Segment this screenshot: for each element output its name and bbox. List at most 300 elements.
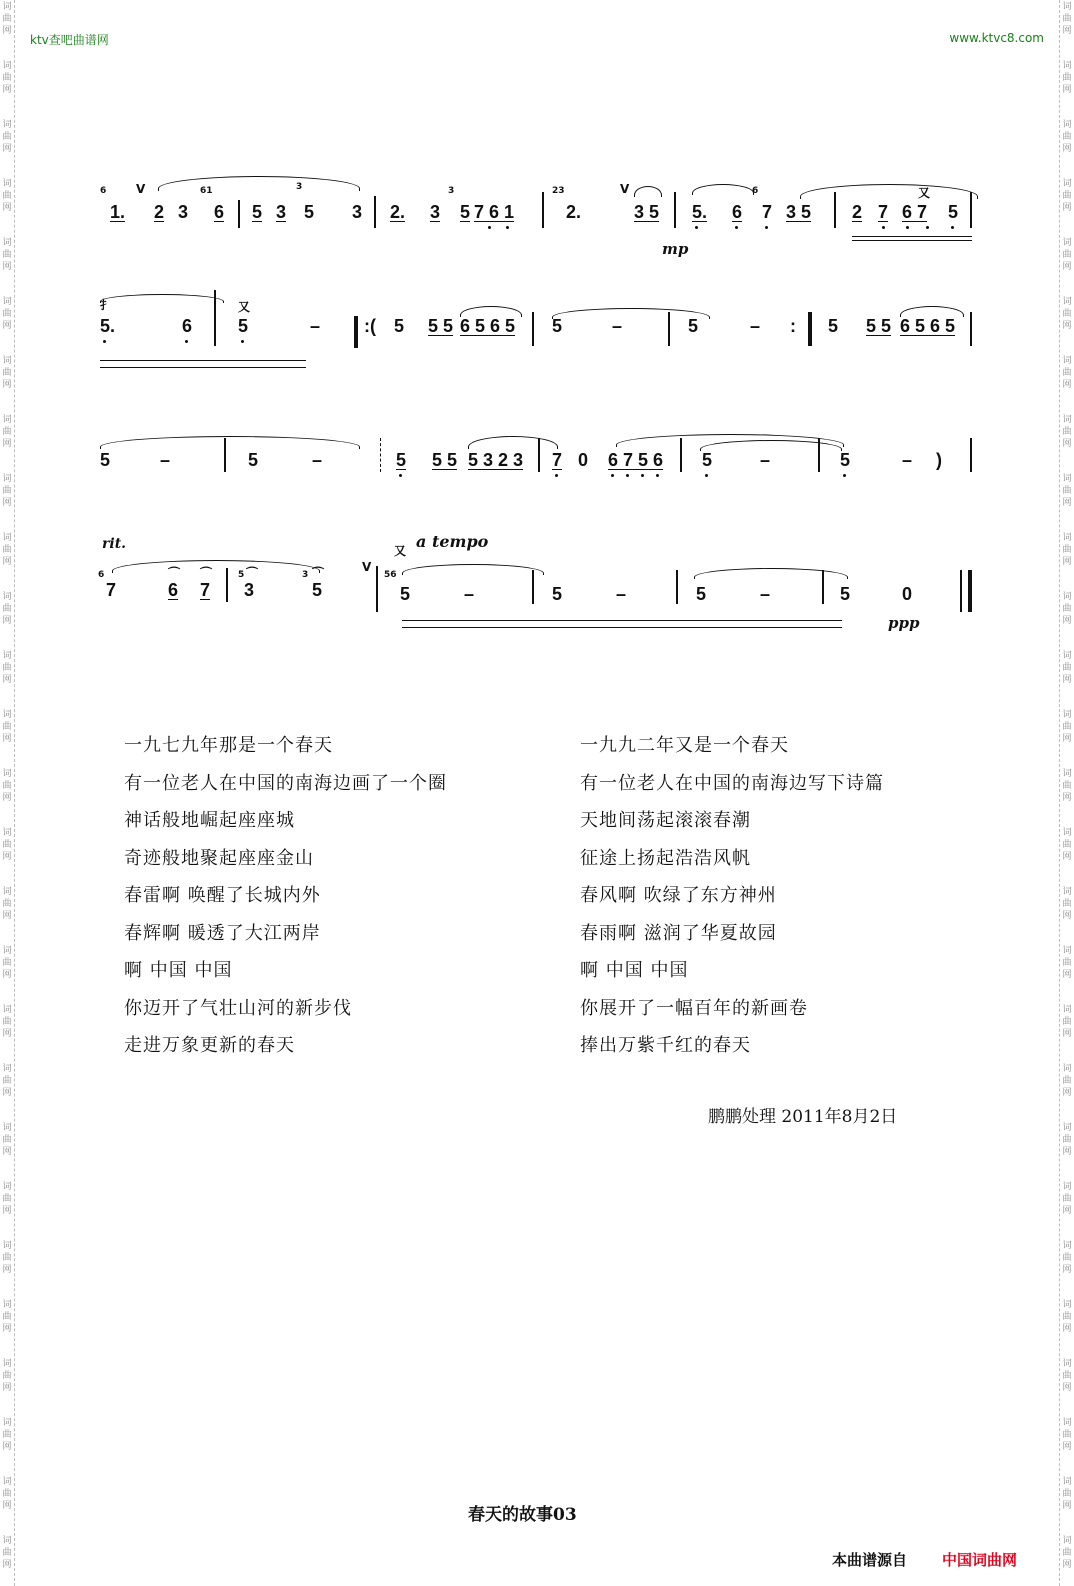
watermark-char: 曲 bbox=[1062, 1489, 1072, 1499]
watermark-char: 词 bbox=[2, 1005, 12, 1015]
note: – bbox=[464, 584, 475, 604]
watermark-char: 曲 bbox=[1062, 1017, 1072, 1027]
octave-dot bbox=[399, 474, 402, 477]
watermark-char: 词 bbox=[1062, 1241, 1072, 1251]
watermark-char: 曲 bbox=[2, 250, 12, 260]
watermark-char: 网 bbox=[2, 1442, 12, 1452]
lyric-line: 天地间荡起滚滚春潮 bbox=[580, 810, 751, 831]
watermark-char: 曲 bbox=[2, 1135, 12, 1145]
fermata-icon: ⌒ bbox=[200, 566, 213, 580]
slur bbox=[100, 294, 224, 303]
watermark-char: 曲 bbox=[2, 1017, 12, 1027]
watermark-char: 网 bbox=[2, 793, 12, 803]
watermark-char: 曲 bbox=[1062, 309, 1072, 319]
grace-note: 61 bbox=[200, 186, 213, 196]
repeat-bar bbox=[808, 312, 812, 346]
repeat-end: : bbox=[790, 316, 796, 336]
watermark-char: 词 bbox=[1062, 887, 1072, 897]
grace-note: 6 bbox=[752, 186, 759, 196]
watermark-char: 曲 bbox=[1062, 368, 1072, 378]
note: 5 5 bbox=[432, 450, 458, 470]
watermark-char: 词 bbox=[2, 238, 12, 248]
watermark-char: 曲 bbox=[2, 1194, 12, 1204]
note: 6 5 6 5 bbox=[460, 316, 516, 336]
watermark-char: 词 bbox=[2, 1359, 12, 1369]
lyric-line: 有一位老人在中国的南海边写下诗篇 bbox=[580, 772, 884, 794]
watermark-char: 曲 bbox=[1062, 1548, 1072, 1558]
watermark-char: 曲 bbox=[2, 722, 12, 732]
bar-line bbox=[970, 438, 972, 472]
note: 3 5 bbox=[786, 202, 812, 222]
watermark-char: 曲 bbox=[1062, 191, 1072, 201]
watermark-char: 曲 bbox=[2, 1430, 12, 1440]
note: 5 bbox=[312, 580, 323, 600]
note: 0 bbox=[902, 584, 913, 604]
grace-note: 3 bbox=[448, 186, 455, 196]
watermark-char: 网 bbox=[1062, 380, 1072, 390]
octave-dot bbox=[656, 474, 659, 477]
watermark-char: 网 bbox=[1062, 26, 1072, 36]
lyric-line: 你展开了一幅百年的新画卷 bbox=[580, 997, 808, 1019]
watermark-char: 词 bbox=[2, 828, 12, 838]
lyric-line: 奇迹般地聚起座座金山 bbox=[124, 847, 314, 869]
decrescendo bbox=[100, 360, 306, 368]
watermark-char: 词 bbox=[1062, 946, 1072, 956]
bar-line bbox=[532, 570, 534, 604]
watermark-char: 词 bbox=[2, 120, 12, 130]
repeat-start: :( bbox=[364, 316, 376, 336]
decrescendo bbox=[402, 620, 842, 628]
arranger-credit: 鹏鹏处理 2011年8月2日 bbox=[708, 1107, 898, 1127]
watermark-char: 网 bbox=[2, 911, 12, 921]
watermark-char: 网 bbox=[1062, 1501, 1072, 1511]
note: 2 bbox=[852, 202, 863, 222]
watermark-char: 网 bbox=[1062, 557, 1072, 567]
note: 3 bbox=[178, 202, 189, 222]
watermark-char: 曲 bbox=[2, 368, 12, 378]
bar-line bbox=[538, 438, 540, 472]
watermark-char: 网 bbox=[1062, 1324, 1072, 1334]
note: – bbox=[310, 316, 321, 336]
note: 7 bbox=[200, 580, 211, 600]
note: 5 bbox=[100, 450, 111, 470]
header-site-url[interactable]: www.ktvc8.com bbox=[949, 31, 1044, 45]
breath-mark: V bbox=[362, 560, 372, 574]
watermark-char: 网 bbox=[1062, 1560, 1072, 1570]
watermark-char: 网 bbox=[1062, 911, 1072, 921]
watermark-char: 网 bbox=[2, 1206, 12, 1216]
watermark-char: 词 bbox=[1062, 474, 1072, 484]
breath-mark: V bbox=[136, 182, 146, 196]
lyrics-verse-2 bbox=[580, 727, 1000, 1065]
grace-note: 6 bbox=[100, 186, 107, 196]
note: – bbox=[160, 450, 171, 470]
footer-brand-link[interactable]: 中国词曲网 bbox=[942, 1551, 1018, 1569]
watermark-char: 词 bbox=[1062, 592, 1072, 602]
watermark-char: 网 bbox=[2, 1265, 12, 1275]
watermark-char: 网 bbox=[2, 852, 12, 862]
bar-line bbox=[542, 192, 544, 228]
note: – bbox=[312, 450, 323, 470]
watermark-char: 网 bbox=[2, 1383, 12, 1393]
watermark-char: 曲 bbox=[2, 191, 12, 201]
octave-dot bbox=[705, 474, 708, 477]
note: – bbox=[612, 316, 623, 336]
watermark-char: 曲 bbox=[1062, 781, 1072, 791]
watermark-char: 曲 bbox=[2, 1489, 12, 1499]
footer-source-label: 本曲谱源自 bbox=[832, 1551, 908, 1569]
watermark-char: 词 bbox=[2, 533, 12, 543]
fermata-icon: ⌒ bbox=[168, 566, 181, 580]
lyric-line: 春风啊 吹绿了东方神州 bbox=[580, 885, 777, 906]
octave-dot bbox=[951, 226, 954, 229]
octave-dot bbox=[488, 226, 491, 229]
watermark-char: 曲 bbox=[1062, 73, 1072, 83]
watermark-char: 词 bbox=[2, 946, 12, 956]
note: 5 bbox=[396, 450, 407, 470]
watermark-char: 曲 bbox=[1062, 958, 1072, 968]
watermark-char: 词 bbox=[2, 710, 12, 720]
note: 1. bbox=[110, 202, 126, 222]
watermark-char: 词 bbox=[2, 297, 12, 307]
watermark-char: 词 bbox=[1062, 1536, 1072, 1546]
watermark-char: 网 bbox=[2, 734, 12, 744]
note: 7 bbox=[878, 202, 889, 222]
note: 5 bbox=[252, 202, 263, 222]
note: 2. bbox=[390, 202, 406, 222]
lyrics-verse-1 bbox=[124, 727, 544, 1065]
right-watermark-strip bbox=[1059, 0, 1074, 1586]
watermark-char: 网 bbox=[2, 380, 12, 390]
octave-dot bbox=[103, 340, 106, 343]
note: 5 bbox=[688, 316, 699, 336]
watermark-char: 网 bbox=[2, 970, 12, 980]
bar-line bbox=[676, 570, 678, 604]
watermark-char: 网 bbox=[1062, 970, 1072, 980]
note: 3 bbox=[352, 202, 363, 222]
final-bar-thick bbox=[968, 570, 972, 612]
slur bbox=[552, 308, 710, 319]
lyric-line: 神话般地崛起座座城 bbox=[124, 810, 295, 831]
watermark-char: 词 bbox=[1062, 1477, 1072, 1487]
watermark-char: 词 bbox=[2, 1241, 12, 1251]
note: 2 bbox=[154, 202, 165, 222]
octave-dot bbox=[765, 226, 768, 229]
lyric-line: 春雷啊 唤醒了长城内外 bbox=[124, 885, 321, 906]
watermark-char: 网 bbox=[2, 557, 12, 567]
watermark-char: 词 bbox=[1062, 415, 1072, 425]
watermark-char: 曲 bbox=[2, 427, 12, 437]
watermark-char: 曲 bbox=[2, 309, 12, 319]
octave-dot bbox=[641, 474, 644, 477]
breath-mark: V bbox=[620, 182, 630, 196]
watermark-char: 曲 bbox=[1062, 1076, 1072, 1086]
bar-line bbox=[834, 192, 836, 228]
watermark-char: 词 bbox=[2, 651, 12, 661]
lyric-line: 征途上扬起浩浩风帆 bbox=[580, 847, 751, 869]
slur bbox=[694, 568, 848, 579]
lyric-line: 捧出万紫千红的春天 bbox=[580, 1035, 751, 1056]
watermark-char: 曲 bbox=[1062, 427, 1072, 437]
note: 5 bbox=[552, 316, 563, 336]
note: 6 7 5 6 bbox=[608, 450, 664, 470]
watermark-char: 网 bbox=[1062, 439, 1072, 449]
watermark-char: 网 bbox=[2, 1560, 12, 1570]
note: 3 bbox=[276, 202, 287, 222]
watermark-char: 词 bbox=[1062, 179, 1072, 189]
bar-line bbox=[668, 312, 670, 346]
watermark-char: 网 bbox=[2, 203, 12, 213]
watermark-char: 网 bbox=[2, 1501, 12, 1511]
score-row-3 bbox=[96, 430, 986, 508]
note: 5 bbox=[248, 450, 259, 470]
watermark-char: 曲 bbox=[1062, 250, 1072, 260]
watermark-char: 曲 bbox=[1062, 1253, 1072, 1263]
watermark-char: 曲 bbox=[1062, 1194, 1072, 1204]
watermark-char: 词 bbox=[2, 887, 12, 897]
watermark-char: 词 bbox=[1062, 356, 1072, 366]
lyric-line: 有一位老人在中国的南海边画了一个圈 bbox=[124, 772, 447, 794]
watermark-char: 词 bbox=[2, 1477, 12, 1487]
note: 3 5 bbox=[634, 202, 660, 222]
watermark-char: 曲 bbox=[2, 132, 12, 142]
note: 6 5 6 5 bbox=[900, 316, 956, 336]
slur bbox=[800, 184, 978, 199]
bar-line bbox=[680, 438, 682, 472]
watermark-char: 词 bbox=[1062, 120, 1072, 130]
note: 7 bbox=[106, 580, 117, 600]
note: 3 bbox=[244, 580, 255, 600]
note: 7 bbox=[762, 202, 773, 222]
watermark-char: 网 bbox=[1062, 1147, 1072, 1157]
note: 5 bbox=[948, 202, 959, 222]
watermark-char: 词 bbox=[1062, 1005, 1072, 1015]
note: 2. bbox=[566, 202, 582, 222]
watermark-char: 词 bbox=[1062, 651, 1072, 661]
repeat-bar bbox=[354, 316, 358, 348]
watermark-char: 网 bbox=[1062, 734, 1072, 744]
octave-dot bbox=[626, 474, 629, 477]
watermark-char: 词 bbox=[1062, 238, 1072, 248]
lyric-line: 一九九二年又是一个春天 bbox=[580, 735, 789, 756]
watermark-char: 网 bbox=[2, 439, 12, 449]
watermark-char: 词 bbox=[2, 1064, 12, 1074]
slur bbox=[112, 560, 320, 573]
watermark-char: 词 bbox=[1062, 2, 1072, 12]
note: – bbox=[760, 450, 771, 470]
watermark-char: 曲 bbox=[2, 899, 12, 909]
note: 5. bbox=[100, 316, 116, 336]
header-site-name[interactable]: ktv查吧曲谱网 bbox=[30, 33, 109, 47]
watermark-char: 词 bbox=[2, 769, 12, 779]
watermark-char: 网 bbox=[1062, 1206, 1072, 1216]
octave-dot bbox=[506, 226, 509, 229]
note: 5 5 bbox=[428, 316, 454, 336]
watermark-char: 网 bbox=[1062, 203, 1072, 213]
grace-note: 6 bbox=[98, 570, 105, 580]
tempo-rit: rit. bbox=[102, 536, 127, 552]
note: – bbox=[750, 316, 761, 336]
watermark-char: 网 bbox=[1062, 675, 1072, 685]
watermark-char: 网 bbox=[1062, 144, 1072, 154]
watermark-char: 曲 bbox=[2, 663, 12, 673]
note: – bbox=[760, 584, 771, 604]
watermark-char: 曲 bbox=[1062, 1312, 1072, 1322]
grace-note: 23 bbox=[552, 186, 565, 196]
bar-line bbox=[818, 438, 820, 472]
watermark-char: 网 bbox=[1062, 793, 1072, 803]
watermark-char: 词 bbox=[1062, 533, 1072, 543]
octave-dot bbox=[555, 474, 558, 477]
note: 5 bbox=[552, 584, 563, 604]
watermark-char: 词 bbox=[2, 1300, 12, 1310]
octave-dot bbox=[695, 226, 698, 229]
watermark-char: 网 bbox=[1062, 616, 1072, 626]
slur bbox=[692, 184, 754, 195]
watermark-char: 网 bbox=[1062, 262, 1072, 272]
watermark-char: 网 bbox=[2, 675, 12, 685]
lyric-line: 走进万象更新的春天 bbox=[124, 1035, 295, 1056]
watermark-char: 词 bbox=[1062, 297, 1072, 307]
octave-dot bbox=[185, 340, 188, 343]
watermark-char: 词 bbox=[1062, 1300, 1072, 1310]
watermark-char: 网 bbox=[1062, 1383, 1072, 1393]
watermark-char: 曲 bbox=[1062, 899, 1072, 909]
lyric-line: 一九七九年那是一个春天 bbox=[124, 735, 333, 756]
watermark-char: 词 bbox=[1062, 1418, 1072, 1428]
score-row-2 bbox=[96, 290, 986, 368]
watermark-char: 曲 bbox=[2, 1548, 12, 1558]
final-bar-thin bbox=[960, 570, 962, 612]
note: – bbox=[616, 584, 627, 604]
watermark-char: 曲 bbox=[2, 14, 12, 24]
watermark-char: 网 bbox=[1062, 498, 1072, 508]
left-watermark-strip bbox=[0, 0, 15, 1586]
watermark-char: 曲 bbox=[1062, 1135, 1072, 1145]
grace-note: 56 bbox=[384, 570, 397, 580]
watermark-char: 词 bbox=[1062, 710, 1072, 720]
watermark-char: 曲 bbox=[2, 486, 12, 496]
octave-dot bbox=[906, 226, 909, 229]
watermark-char: 词 bbox=[1062, 1359, 1072, 1369]
watermark-char: 网 bbox=[1062, 1029, 1072, 1039]
watermark-char: 曲 bbox=[2, 781, 12, 791]
watermark-char: 词 bbox=[2, 1182, 12, 1192]
note: 5 3 2 3 bbox=[468, 450, 524, 470]
note: 7 bbox=[552, 450, 563, 470]
watermark-char: 曲 bbox=[2, 958, 12, 968]
score-row-1 bbox=[96, 170, 986, 258]
slur bbox=[402, 564, 544, 575]
watermark-char: 词 bbox=[2, 1536, 12, 1546]
note: 5. bbox=[692, 202, 708, 222]
note: 5 bbox=[460, 202, 471, 222]
watermark-char: 网 bbox=[2, 321, 12, 331]
watermark-char: 曲 bbox=[1062, 132, 1072, 142]
watermark-char: 曲 bbox=[2, 1076, 12, 1086]
watermark-char: 词 bbox=[1062, 61, 1072, 71]
ornament-mark: 又 bbox=[918, 186, 931, 200]
note: 5 bbox=[840, 584, 851, 604]
note: 6 7 bbox=[902, 202, 928, 222]
watermark-char: 词 bbox=[2, 61, 12, 71]
bar-line bbox=[376, 566, 378, 612]
watermark-char: 网 bbox=[2, 85, 12, 95]
watermark-char: 词 bbox=[2, 1123, 12, 1133]
note: 5 bbox=[394, 316, 405, 336]
watermark-char: 网 bbox=[1062, 321, 1072, 331]
watermark-char: 词 bbox=[1062, 1123, 1072, 1133]
bar-line bbox=[970, 192, 972, 228]
ornament-mark: 又 bbox=[394, 544, 407, 558]
fermata-icon: ⌒ bbox=[246, 566, 259, 580]
note: 5 bbox=[238, 316, 249, 336]
note: 5 bbox=[696, 584, 707, 604]
watermark-char: 网 bbox=[1062, 1088, 1072, 1098]
watermark-char: 网 bbox=[2, 616, 12, 626]
watermark-char: 曲 bbox=[1062, 14, 1072, 24]
watermark-char: 曲 bbox=[2, 840, 12, 850]
watermark-char: 网 bbox=[1062, 1265, 1072, 1275]
dynamic-ppp: ppp bbox=[888, 614, 920, 632]
note: 0 bbox=[578, 450, 589, 470]
octave-dot bbox=[241, 340, 244, 343]
watermark-char: 曲 bbox=[1062, 1430, 1072, 1440]
note: – bbox=[902, 450, 913, 470]
watermark-char: 词 bbox=[1062, 828, 1072, 838]
watermark-char: 曲 bbox=[1062, 486, 1072, 496]
note: 6 bbox=[214, 202, 225, 222]
lyric-line: 春辉啊 暖透了大江两岸 bbox=[124, 922, 321, 944]
note: 6 bbox=[182, 316, 193, 336]
bar-line bbox=[380, 438, 383, 472]
lyric-line: 啊 中国 中国 bbox=[124, 960, 233, 981]
watermark-char: 词 bbox=[2, 592, 12, 602]
slur bbox=[634, 186, 662, 197]
watermark-char: 曲 bbox=[2, 1371, 12, 1381]
note: 5 bbox=[840, 450, 851, 470]
note: 6 bbox=[168, 580, 179, 600]
octave-dot bbox=[926, 226, 929, 229]
note: 5 5 bbox=[866, 316, 892, 336]
score-row-4 bbox=[96, 530, 986, 632]
octave-dot bbox=[735, 226, 738, 229]
watermark-char: 网 bbox=[2, 1088, 12, 1098]
lyric-line: 啊 中国 中国 bbox=[580, 960, 689, 981]
watermark-char: 曲 bbox=[1062, 604, 1072, 614]
watermark-char: 曲 bbox=[1062, 545, 1072, 555]
watermark-char: 网 bbox=[2, 1324, 12, 1334]
watermark-char: 曲 bbox=[2, 545, 12, 555]
ornament-mark: 扌 bbox=[100, 298, 113, 312]
bar-line bbox=[374, 196, 376, 228]
bar-line bbox=[674, 192, 676, 228]
slur bbox=[100, 436, 360, 449]
watermark-char: 曲 bbox=[2, 73, 12, 83]
watermark-char: 网 bbox=[2, 1147, 12, 1157]
bar-line bbox=[224, 438, 226, 472]
watermark-char: 词 bbox=[2, 1418, 12, 1428]
watermark-char: 词 bbox=[2, 179, 12, 189]
watermark-char: 词 bbox=[1062, 769, 1072, 779]
watermark-char: 曲 bbox=[2, 604, 12, 614]
grace-note: 3 bbox=[302, 570, 309, 580]
repeat-close: ) bbox=[936, 450, 942, 470]
grace-note: 3 bbox=[296, 182, 303, 192]
watermark-char: 曲 bbox=[1062, 1371, 1072, 1381]
note: 5 bbox=[828, 316, 839, 336]
decrescendo bbox=[852, 236, 972, 241]
